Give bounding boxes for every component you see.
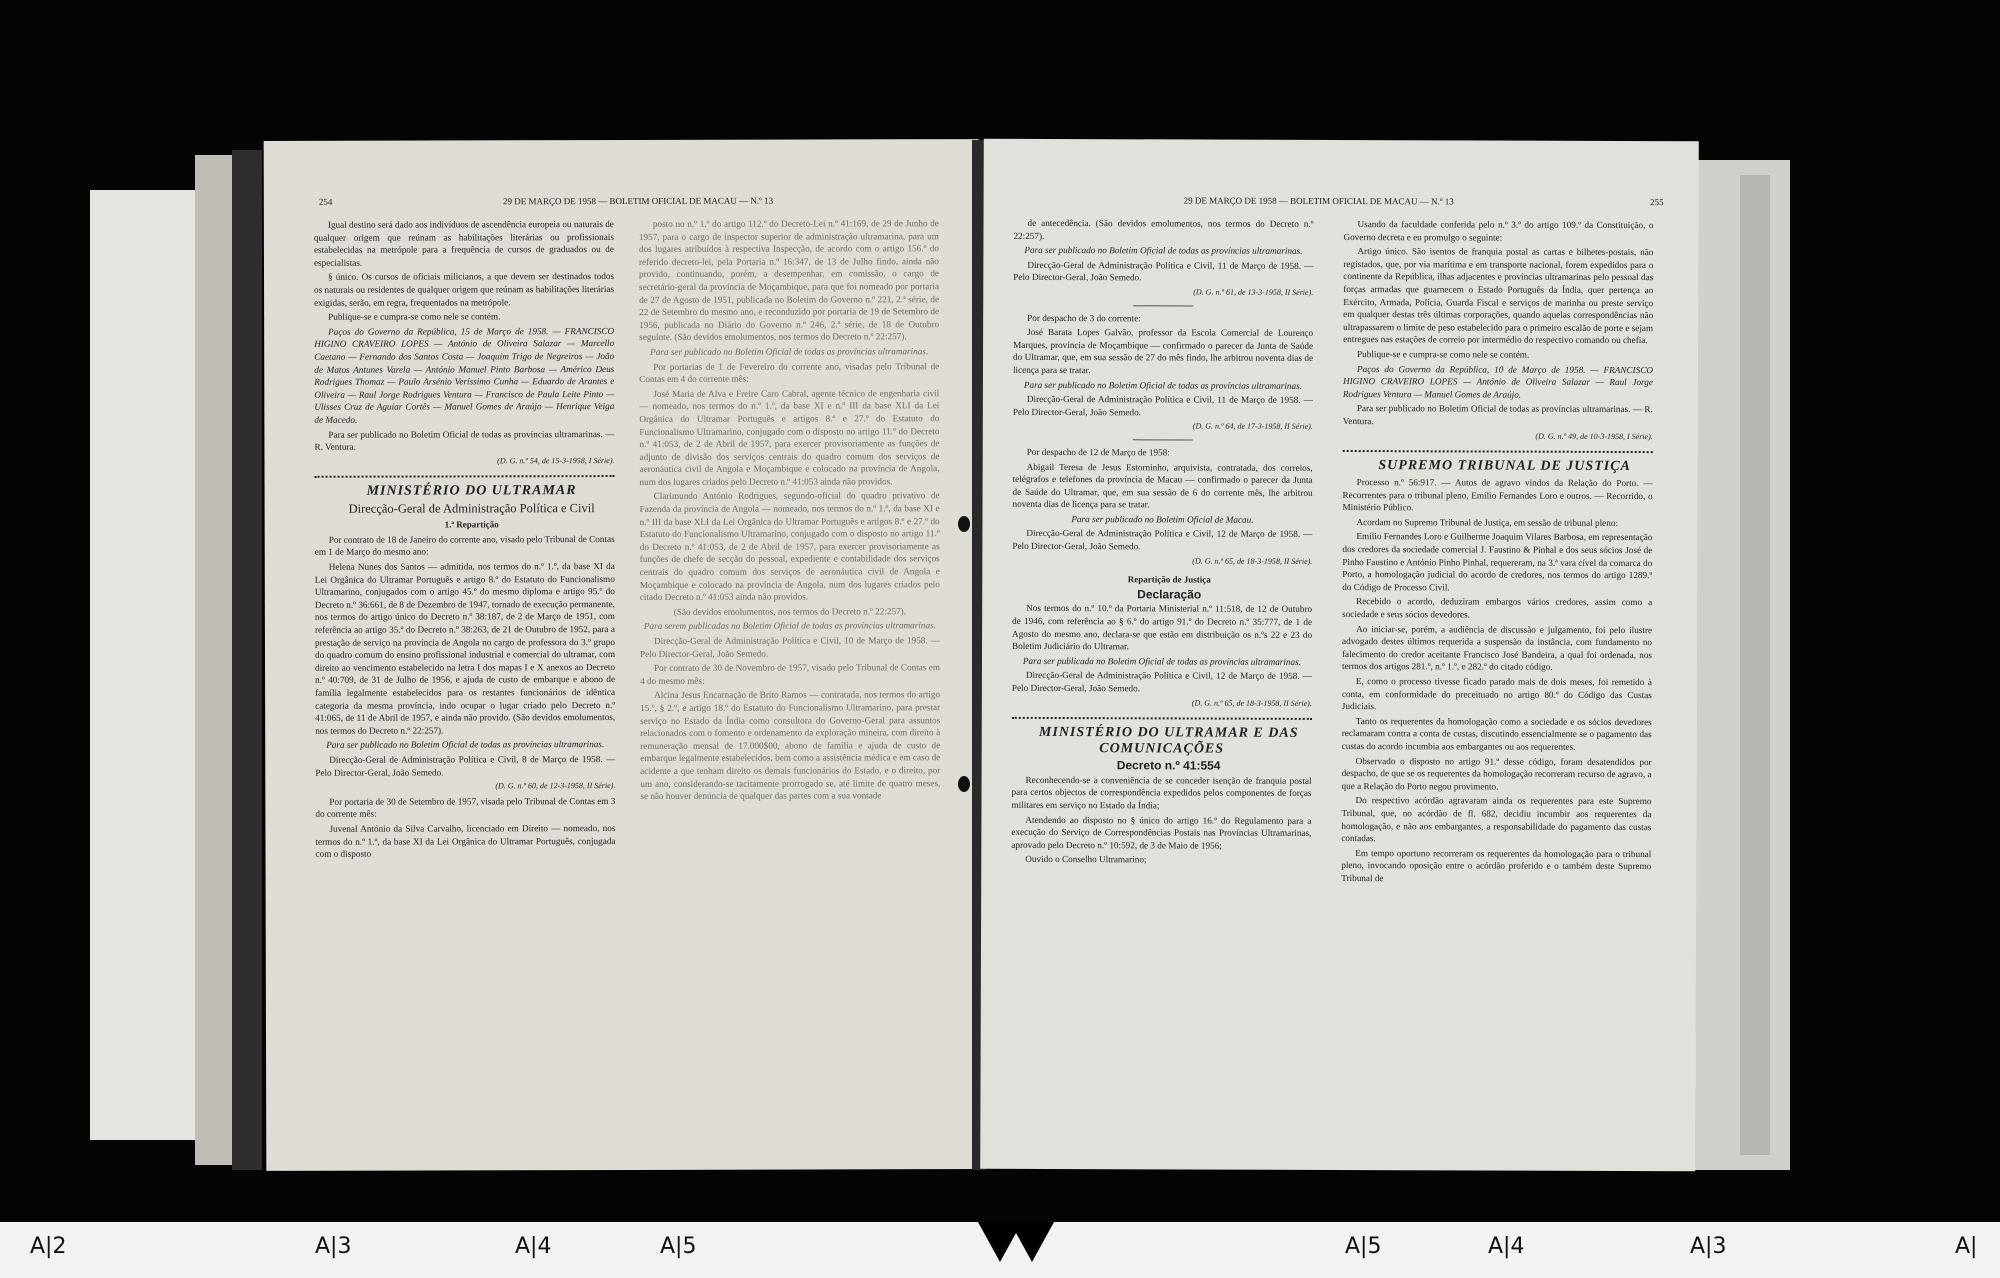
- reference: (D. G. n.º 60, de 12-3-1958, II Série).: [495, 781, 616, 791]
- paragraph: Helena Nunes dos Santos — admitida, nos termos do n.º 1.º, da base XI da Lei Orgânica do Ultramar Português e artigo 8.º do Estatuto do Funcionalismo Ultramarino, conjugados com o artigo 45.º do mesmo diploma e artigo 95.º do Decreto n.º 36:661, de 8 de Dezembro de 1947, tornado de execução permanente, nos termos do artigo único do Decreto n.º 38:187, de 2 de Março de 1951, com referência ao artigo 35.º do Decreto n.º 38:263, de 21 de Outubro de 1952, para a prestação de serviço na província de Angola no cargo de professora do 3.º grupo do quadro comum do ensino profissional industrial e comercial do ultramar, com direito ao vencimento estabelecido na letra I dos mapas I e X anexos ao Decreto n.º 40:709, de 31 de Julho de 1956, e ajuda de custo de embarque e abono de família legalmente estabelecidos para os restantes funcionários de idêntica categoria da mesma província, indo ocupar o lugar criado pelo Decreto n.º 41:065, de 11 de Abril de 1957, e ainda não provido. (São devidos emolumentos, nos termos do Decreto n.º 22:257).: [314, 561, 616, 736]
- section-heading: Repartição de Justiça: [1127, 574, 1211, 585]
- center-notch-right: [1010, 1222, 1054, 1262]
- divider: [1133, 305, 1193, 306]
- ministry-heading: MINISTÉRIO DO ULTRAMAR E DAS COMUNICAÇÕES: [1038, 725, 1299, 757]
- publication-note: Para ser publicada no Boletim Oficial de todas as províncias ultramarinas.: [1022, 655, 1302, 667]
- divider: [315, 475, 615, 478]
- paragraph: Direcção-Geral de Administração Política e Civil, 12 de Março de 1958. — Pelo Director-Geral, João Semedo.: [1012, 528, 1313, 552]
- paragraph: Nos termos do n.º 10.º da Portaria Ministerial n.º 11:518, de 12 de Outubro de 1946, com referência ao § 6.º do artigo 91.º do Decreto n.º 35:777, de 1 de Agosto do mesmo ano, declara-se que estão em distribuição os n.ºs 22 e 23 do Boletim Judiciário do Ultramar.: [1012, 603, 1313, 652]
- paragraph: Por despacho de 3 do corrente:: [1027, 312, 1141, 323]
- ruler-label: A|3: [1690, 1234, 1727, 1259]
- paragraph: Por contrato de 30 de Novembro de 1957, visado pelo Tribunal de Contas em 4 do mesmo mês:: [640, 662, 941, 686]
- paragraph: Direcção-Geral de Administração Política e Civil, 10 de Março de 1958. — Pelo Director-Geral, João Semedo.: [639, 635, 940, 659]
- paragraph: Atendendo ao disposto no § único do artigo 16.º do Regulamento para a execução do Serviço de Correspondências Postais nas Províncias Ultramarinas, aprovado pelo Decreto n.º 10:592, de 3 de Maio de 1956;: [1011, 814, 1312, 851]
- ruler-label: A|4: [1488, 1234, 1525, 1259]
- film-ruler: [0, 1222, 2000, 1278]
- paragraph: Por portarias de 1 de Fevereiro do corrente ano, visadas pelo Tribunal de Contas em 4 do corrente mês:: [639, 360, 940, 385]
- paragraph: Publique-se e cumpra-se como nele se contém.: [1357, 348, 1530, 360]
- paragraph: Observado o disposto no artigo 91.º desse código, foram desatendidos por despacho, de que se os requerentes da homologação recorreram recurso de agravo, a que a Relação do Porto negou provimento.: [1341, 755, 1652, 792]
- paragraph: Reconhecendo-se a conveniência de se conceder isenção de franquia postal para certos objectos de correspondência expedidos pelos componentes de forças militares em serviço no Estado da Índia;: [1011, 774, 1312, 811]
- ruler-label: A|: [1955, 1234, 1978, 1259]
- reference: (D. G. n.º 64, de 17-3-1958, II Série).: [1192, 421, 1313, 432]
- paragraph: de antecedência. (São devidos emolumentos, nos termos do Decreto n.º 22:257).: [1013, 217, 1314, 241]
- right-page: [980, 139, 1699, 1171]
- right-page-stack-edge: [1740, 175, 1770, 1155]
- right-page-column-2: [1341, 218, 1653, 888]
- right-page-column-1: [1011, 217, 1313, 869]
- ruler-label: A|2: [30, 1234, 67, 1259]
- paragraph: Direcção-Geral de Administração Política e Civil, 8 de Março de 1958. — Pelo Director-Geral, João Semedo.: [315, 753, 616, 778]
- publication-note: Para serem publicadas no Boletim Oficial de todas as províncias ultramarinas.: [643, 620, 936, 632]
- paragraph: Para ser publicado no Boletim Oficial de todas as províncias ultramarinas. — R. Ventura.: [1342, 403, 1653, 427]
- divider: [1133, 439, 1193, 440]
- paragraph: Artigo único. São isentos de franquia postal as cartas e bilhetes-postais, não registados, que, por via marítima e em transporte nacional, forem expedidos para o continente da República, ilhas adjacentes e províncias ultramarinas pelo pessoal das forças armadas que guarnecem o Estado Português da Índia, quer pertença ao Exército, Armada, Polícia, Guarda Fiscal e serviços de marinha ou preste serviço em qualquer destas três últimas corporações, quando aquelas correspondências não ultrapassarem o limite de peso estabelecido para o primeiro escalão de porte e sejam entregues nas estações de correio por intermédio do respectivo comando ou chefia.: [1343, 246, 1654, 346]
- paragraph: Abigail Teresa de Jesus Estorninho, arquivista, contratada, dos correios, telégrafos e telefones da província de Macau — confirmado o parecer da Junta de Saúde do Ultramar, que, em sua sessão de 6 do corrente mês, lhe arbitrou noventa dias de licença para se tratar.: [1012, 461, 1313, 510]
- ruler-label: A|4: [515, 1234, 552, 1259]
- paragraph: Direcção-Geral de Administração Política e Civil, 11 de Março de 1958. — Pelo Director-Geral, João Semedo.: [1012, 394, 1313, 418]
- reference: (D. G. n.º 65, de 18-3-1958, II Série).: [1191, 698, 1312, 708]
- signatures: Paços do Governo da República, 10 de Março de 1958. — FRANCISCO HIGINO CRAVEIRO LOPES — António de Oliveira Salazar — Raul Jorge Rodrigues Ventura — Manuel Gomes de Araújo.: [1342, 363, 1654, 400]
- paragraph: Por contrato de 18 de Janeiro do corrente ano, visado pelo Tribunal de Contas em 1 de Março do mesmo ano:: [314, 533, 615, 558]
- paragraph: Por portaria de 30 de Setembro de 1957, visada pelo Tribunal de Contas em 3 do corrente mês:: [315, 795, 616, 820]
- paragraph: Direcção-Geral de Administração Política e Civil, 12 de Março de 1958. — Pelo Director-Geral, João Semedo.: [1011, 670, 1312, 694]
- section-heading: 1.ª Repartição: [444, 519, 499, 530]
- paragraph: Ao iniciar-se, porém, a audiência de discussão e julgamento, foi pelo ilustre advogado destes últimos requerida a suspensão da instância, com fundamento no falecimento do credor aceitante Francisco José Bandeira, a qual foi ordenada, nos termos dos artigos 281.º, n.º 1.º, e 282.º do citado código.: [1341, 623, 1653, 673]
- paragraph: Do respectivo acórdão agravaram ainda os requerentes para este Supremo Tribunal, que, no acórdão de fl. 682, decidiu incumbir aos requerentes da homologação, e não aos embargantes, a responsabilidade do pagamento das custas contadas.: [1341, 795, 1652, 844]
- ruler-label: A|5: [660, 1234, 697, 1259]
- decree-heading: Decreto n.º 41:554: [1116, 758, 1221, 773]
- paragraph: E, como o processo tivesse ficado parado mais de dois meses, foi remetido à conta, em conformidade do preceituado no artigo 80.º do Código das Custas Judiciais.: [1341, 676, 1652, 712]
- reference: (D. G. n.º 49, de 10-3-1958, I Série).: [1535, 431, 1653, 441]
- publication-note: Para ser publicado no Boletim Oficial de todas as províncias ultramarinas.: [1023, 379, 1303, 391]
- paragraph: Em tempo oportuno recorreram os requerentes da homologação para o tribunal pleno, invocando oposição entre o acórdão proferido e o também deste Supremo Tribunal de: [1341, 847, 1652, 884]
- reference: (D. G. n.º 65, de 18-3-1958, II Série).: [1192, 556, 1313, 566]
- paragraph: Tanto os requerentes da homologação como a sociedade e os sócios devedores reclamaram contra a conta de custas, discutindo essencialmente se o pagamento das custas do acordo incumbia aos embargantes ou aos requerentes.: [1341, 715, 1652, 752]
- paragraph: Emílio Fernandes Loro e Guilherme Joaquim Vilares Barbosa, em representação dos credores da sociedade comercial J. Faustino & Pinhal e dos seus sócios José de Pinho Faustino e António Pinho Pinhal, requereram, na 3.ª vara cível da comarca do Porto, a homologação judicial do acordo de credores, nos termos do artigo 1289.º do Código de Processo Civil.: [1342, 531, 1653, 593]
- left-page-column-1: [314, 218, 616, 863]
- running-head-title: 29 DE MARÇO DE 1958 — BOLETIM OFICIAL DE MACAU — N.º 13: [1183, 195, 1454, 207]
- paragraph: § único. Os cursos de oficiais milicianos, a que devem ser destinados todos os naturais ou residentes de qualquer origem que reúnam as habilitações literárias exigidas, serão, em regra, frequentados na metrópole.: [314, 271, 615, 308]
- left-page: [264, 139, 982, 1171]
- paragraph: Alcina Jesus Encarnação de Brito Ramos — contratada, nos termos do artigo 15.º, § 2.º, e artigo 18.º do Estatuto do Funcionalismo Ultramarino, para prestar serviço no Estado da Índia como consultora do Governo-Geral para assuntos relacionados com o fomento e ordenamento da exploração mineira, com direito à remuneração mensal de 17.000$00, abono de família e ajuda de custo de embarque legalmente estabelecidos, bem como a assistência médica e em caso de acidente a que tenham direito os demais funcionários do Estado, e o direito, por um ano, considerando-se tacitamente prorrogado se, até limite de quatro meses, se não houver denúncia de qualquer das partes com a sua vontade: [640, 689, 941, 802]
- publication-note: Para ser publicado no Boletim Oficial de todas as províncias ultramarinas.: [650, 346, 929, 357]
- publication-note: Para ser publicado no Boletim Oficial de Macau.: [1071, 513, 1254, 525]
- page-number: 254: [318, 196, 333, 207]
- signatures: Paços do Governo da República, 15 de Março de 1958. — FRANCISCO HIGINO CRAVEIRO LOPES — António de Oliveira Salazar — Marcello Caetano — Fernando dos Santos Costa — Joaquim Trigo de Negreiros — João de Matos Antunes Varela — António Manuel Pinto Barbosa — Américo Deus Rodrigues Thomaz — Paulo Arsénio Veríssimo Cunha — Eduardo de Arantes e Oliveira — Raul Jorge Rodrigues Ventura — Francisco de Paula Leite Pinto — Ulisses Cruz de Aguiar Cortês — Manuel Gomes de Araújo — Henrique Veiga de Macedo.: [314, 325, 615, 425]
- declaration-heading: Declaração: [1137, 587, 1202, 602]
- paragraph: posto no n.º 1.º do artigo 112.º do Decreto-Lei n.º 41:169, de 29 de Junho de 1957, para o cargo de inspector superior de administração ultramarina, para um dos lugares atribuídos à respectiva Inspecção, de acordo com o artigo 156.º do referido decreto-lei, pela Portaria n.º 16:347, de 13 de Julho findo, ainda não provido, continuando, porém, a desempenhar, em comissão, o cargo de secretário-geral da província de Moçambique, para que foi nomeado por portaria de 27 de Agosto de 1951, publicada no Boletim do Governo n.º 221, 2.ª série, de 22 de Setembro do mesmo ano, e reconduzido por portaria de 19 de Setembro de 1956, publicada no Diário do Governo n.º 246, 2.ª série, de 18 de Outubro seguinte. (São devidos emolumentos, nos termos do Decreto n.º 22:257).: [638, 218, 940, 343]
- reference: (D. G. n.º 54, de 15-3-1958, I Série).: [497, 455, 615, 466]
- paragraph: Por despacho de 12 de Março de 1958:: [1026, 446, 1170, 458]
- court-heading: SUPREMO TRIBUNAL DE JUSTIÇA: [1378, 458, 1631, 475]
- paragraph: Ouvido o Conselho Ultramarino;: [1025, 854, 1147, 865]
- paragraph: José Barata Lopes Galvão, professor da Escola Comercial de Lourenço Marques, província de Moçambique — confirmado o parecer da Junta de Saúde do Ultramar, que, em sua sessão de 27 do mês findo, lhe arbitrou noventa dias de licença para se tratar.: [1012, 327, 1314, 376]
- paragraph: (São devidos emolumentos, nos termos do Decreto n.º 22:257).: [673, 606, 907, 617]
- paragraph: Usando da faculdade conferida pelo n.º 3.º do artigo 109.º da Constituição, o Governo decreta e eu promulgo o seguinte:: [1343, 219, 1654, 243]
- divider: [1343, 450, 1653, 453]
- left-paper-slip: [90, 190, 210, 1140]
- paragraph: Acordam no Supremo Tribunal de Justiça, em sessão de tribunal pleno:: [1356, 516, 1619, 528]
- paragraph: Igual destino será dado aos indivíduos de ascendência europeia ou naturais de qualquer origem que reúnam as habilitações literárias ou profissionais estabelecidas na metrópole para a frequência de cursos de graduados ou de especialistas.: [313, 219, 614, 268]
- paragraph: Recebido o acordo, deduziram embargos vários credores, assim como a sociedade e seus sócios devedores.: [1342, 596, 1653, 620]
- running-head-left: [319, 195, 944, 207]
- direction-heading: Direcção-Geral de Administração Política e Civil: [348, 501, 595, 516]
- ministry-heading: MINISTÉRIO DO ULTRAMAR: [366, 483, 577, 499]
- left-binding-shadow: [232, 150, 262, 1170]
- ruler-label: A|5: [1345, 1234, 1382, 1259]
- page-number: 255: [1650, 197, 1664, 208]
- divider: [1012, 717, 1312, 720]
- binding-hole: [958, 776, 970, 792]
- paragraph: Juvenal António da Silva Carvalho, licenciado em Direito — nomeado, nos termos do n.º 1.º, da base XI da Lei Orgânica do Ultramar Português, conjugada com o disposto: [315, 822, 616, 859]
- paragraph: Processo n.º 56:917. — Autos de agravo vindos da Relação do Porto. — Recorrentes para o tribunal pleno, Emílio Fernandes Loro e outros. — Recorrido, o Ministério Público.: [1342, 477, 1653, 513]
- reference: (D. G. n.º 61, de 13-3-1958, II Série).: [1193, 287, 1314, 297]
- publication-note: Para ser publicado no Boletim Oficial de todas as províncias ultramarinas.: [1024, 245, 1303, 257]
- paragraph: Para ser publicado no Boletim Oficial de todas as províncias ultramarinas. — R. Ventura.: [314, 428, 615, 452]
- left-page-column-2: [639, 217, 941, 805]
- ruler-label: A|3: [315, 1234, 352, 1259]
- paragraph: Clarimundo António Rodrigues, segundo-oficial do quadro privativo de Fazenda da província de Angola — nomeado, nos termos do n.º 1.º, da base XI e n.º III da base XLI da Lei Orgânica do Ultramar Português e artigos 8.º e 27.º do Estatuto do Funcionalismo Ultramarino, conjugado com o disposto no artigo 11.º do Decreto n.º 41:053, de 2 de Abril de 1957, para exercer provisoriamente as funções de chefe de secção do pessoal, expediente e contabilidade dos serviços centrais do quadro comum dos serviços de aeronáutica civil de Angola e Moçambique e colocado na província de Angola, num dos lugares criados pelo citado Decreto n.º 41:053 ainda não providos.: [639, 490, 940, 603]
- paragraph: Publique-se e cumpra-se como nele se contém.: [328, 311, 501, 322]
- binding-hole: [958, 516, 970, 532]
- running-head-right: [1184, 195, 1664, 207]
- paragraph: Direcção-Geral de Administração Política e Civil, 11 de Março de 1958. — Pelo Director-Geral, João Semedo.: [1013, 259, 1314, 283]
- publication-note: Para ser publicado no Boletim Oficial de todas as províncias ultramarinas.: [326, 739, 605, 751]
- running-head-title: 29 DE MARÇO DE 1958 — BOLETIM OFICIAL DE MACAU — N.º 13: [502, 195, 774, 207]
- paragraph: José Maria de Alva e Freire Caro Cabral, agente técnico de engenharia civil — nomeado, nos termos do n.º 1.º, da base XI e n.º III da base XLI da Lei Orgânica do Ultramar Português e artigos 8.º e 27.º do Estatuto do Funcionalismo Ultramarino, conjugado com o disposto no artigo 11.º do Decreto n.º 41:053, de 2 de Abril de 1957, para exercer provisoriamente as funções de adjunto de divisão dos serviços centrais do quadro comum dos serviços de aeronáutica civil de Angola e Moçambique e colocado na província de Angola, num dos lugares criados pelo Decreto n.º 41:053 ainda não providos.: [639, 387, 940, 487]
